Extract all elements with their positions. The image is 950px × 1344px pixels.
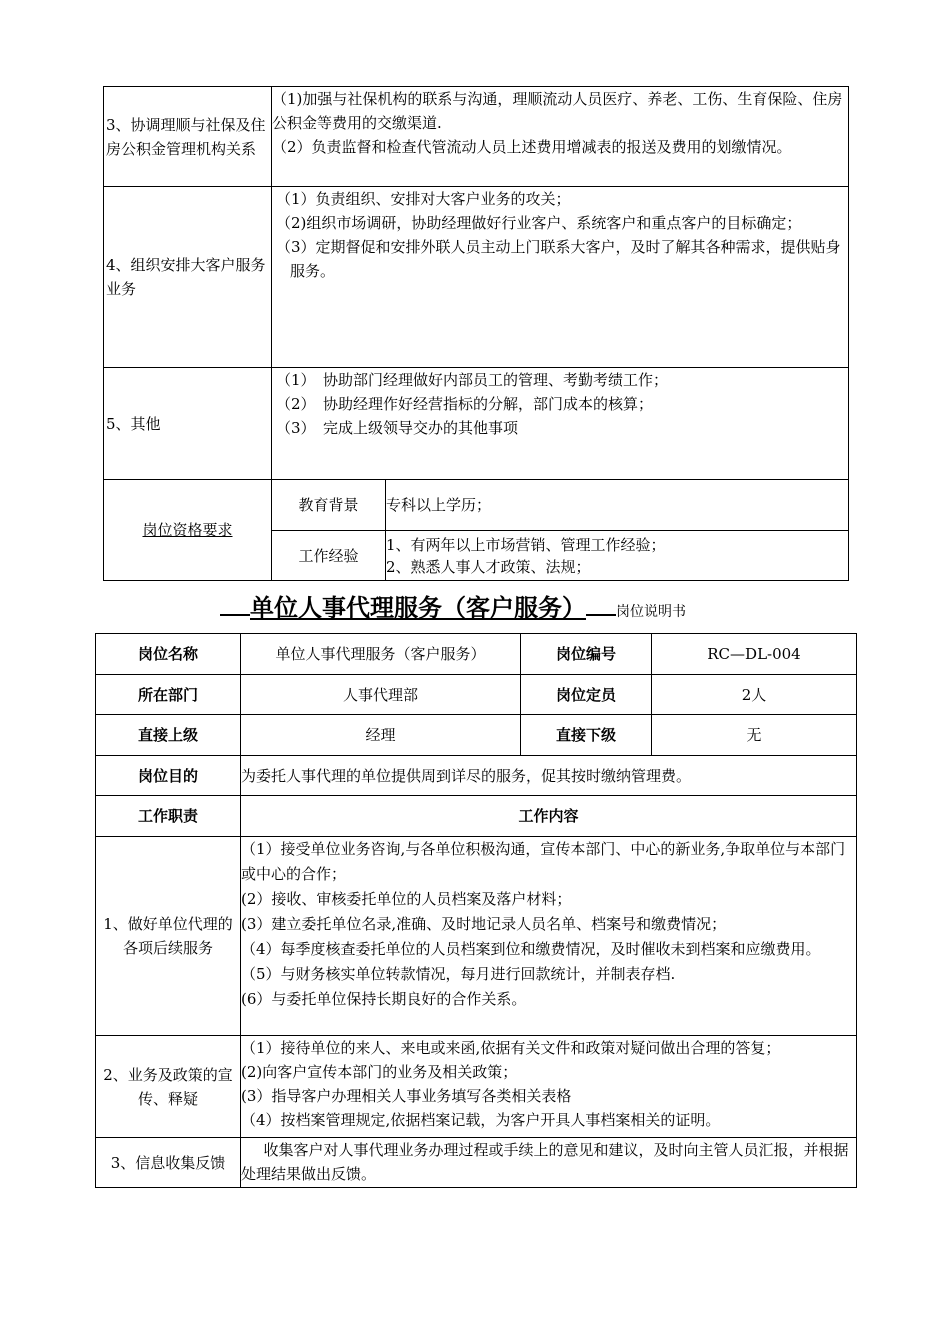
content-line: （4）按档案管理规定,依据档案记载，为客户开具人事档案相关的证明。: [241, 1111, 721, 1129]
content-cell: [241, 837, 857, 1036]
duty-cell: 1、做好单位代理的各项后续服务: [96, 837, 241, 1036]
title-suffix: 岗位说明书: [616, 604, 686, 620]
table-row: [96, 1138, 857, 1188]
table-row: [96, 1036, 857, 1138]
subordinate-label: 直接下级: [521, 715, 652, 756]
table-row: [104, 480, 849, 531]
page-title: [220, 590, 820, 630]
content-line: （2） 协助经理作好经营指标的分解，部门成本的核算；: [276, 395, 654, 413]
title-main: 单位人事代理服务（客户服务）: [250, 594, 586, 622]
duties-header: 工作职责: [96, 796, 241, 837]
table-row: [104, 187, 849, 368]
content-line: (3）建立委托单位名录,准确、及时地记录人员名单、档案号和缴费情况；: [241, 915, 727, 933]
table-row: [96, 796, 857, 837]
education-label: 教育背景: [272, 480, 386, 531]
experience-line: 1、有两年以上市场营销、管理工作经验；: [386, 535, 666, 554]
content-line: （2）负责监督和检查代管流动人员上述费用增减表的报送及费用的划缴情况。: [272, 138, 792, 156]
content-cell: [272, 187, 849, 368]
content-line: (3）指导客户办理相关人事业务填写各类相关表格: [241, 1087, 572, 1105]
superior-value: 经理: [241, 715, 521, 756]
content-cell: [241, 1138, 857, 1188]
subordinate-value: 无: [652, 715, 857, 756]
content-line: (2)向客户宣传本部门的业务及相关政策；: [241, 1063, 518, 1081]
position-code-value: RC—DL-004: [652, 634, 857, 675]
content-line: 收集客户对人事代理业务办理过程或手续上的意见和建议，及时向主管人员汇报，并根据处理结果做出反馈。: [241, 1141, 849, 1183]
content-cell: [241, 1036, 857, 1138]
table-row: [104, 87, 849, 187]
duty-cell: 3、信息收集反馈: [96, 1138, 241, 1188]
content-line: （3） 完成上级领导交办的其他事项: [276, 419, 519, 437]
experience-label: 工作经验: [272, 531, 386, 581]
content-line: （2)组织市场调研，协助经理做好行业客户、系统客户和重点客户的目标确定；: [276, 214, 802, 232]
education-value: 专科以上学历；: [386, 480, 849, 531]
table-row: [96, 715, 857, 756]
position-name-value: 单位人事代理服务（客户服务）: [241, 634, 521, 675]
duties-table-continued: [103, 86, 849, 581]
title-underline-right: [586, 612, 616, 616]
table-row: [96, 837, 857, 1036]
headcount-value: 2人: [652, 675, 857, 715]
purpose-value: 为委托人事代理的单位提供周到详尽的服务，促其按时缴纳管理费。: [241, 756, 857, 796]
content-line: （5）与财务核实单位转款情况，每月进行回款统计，并制表存档.: [241, 965, 676, 983]
table-row: [96, 756, 857, 796]
content-line: （1） 协助部门经理做好内部员工的管理、考勤考绩工作；: [276, 371, 669, 389]
department-value: 人事代理部: [241, 675, 521, 715]
table-row: [104, 368, 849, 480]
title-underline-left: [220, 612, 250, 616]
content-header: 工作内容: [241, 796, 857, 837]
content-line: （1)加强与社保机构的联系与沟通，理顺流动人员医疗、养老、工伤、生育保险、住房公积金等费用的交缴渠道.: [272, 90, 843, 132]
content-line: （1）接待单位的来人、来电或来函,依据有关文件和政策对疑问做出合理的答复；: [241, 1039, 781, 1057]
position-code-label: 岗位编号: [521, 634, 652, 675]
table-row: [96, 675, 857, 715]
headcount-label: 岗位定员: [521, 675, 652, 715]
duty-cell: 4、组织安排大客户服务业务: [104, 187, 272, 368]
content-line: (6）与委托单位保持长期良好的合作关系。: [241, 990, 527, 1008]
experience-value: [386, 531, 849, 581]
content-cell: [272, 87, 849, 187]
content-line: （1）接受单位业务咨询,与各单位积极沟通，宣传本部门、中心的新业务,争取单位与本部门或中心的合作；: [241, 840, 846, 883]
department-label: 所在部门: [96, 675, 241, 715]
duty-cell: 2、业务及政策的宣传、释疑: [96, 1036, 241, 1138]
job-description-table: [95, 633, 857, 1188]
purpose-label: 岗位目的: [96, 756, 241, 796]
content-line: （4）每季度核查委托单位的人员档案到位和缴费情况，及时催收未到档案和应缴费用。: [241, 940, 821, 958]
qualification-label: 岗位资格要求: [104, 480, 272, 581]
experience-line: 2、熟悉人事人才政策、法规；: [386, 557, 591, 576]
position-name-label: 岗位名称: [96, 634, 241, 675]
content-cell: [272, 368, 849, 480]
content-line: （3）定期督促和安排外联人员主动上门联系大客户，及时了解其各种需求，提供贴身服务。: [276, 238, 841, 280]
content-line: (2）接收、审核委托单位的人员档案及落户材料；: [241, 890, 572, 908]
duty-cell: 3、协调理顺与社保及住房公积金管理机构关系: [104, 87, 272, 187]
content-line: （1）负责组织、安排对大客户业务的攻关；: [276, 190, 571, 208]
duty-cell: 5、其他: [104, 368, 272, 480]
table-row: [96, 634, 857, 675]
superior-label: 直接上级: [96, 715, 241, 756]
